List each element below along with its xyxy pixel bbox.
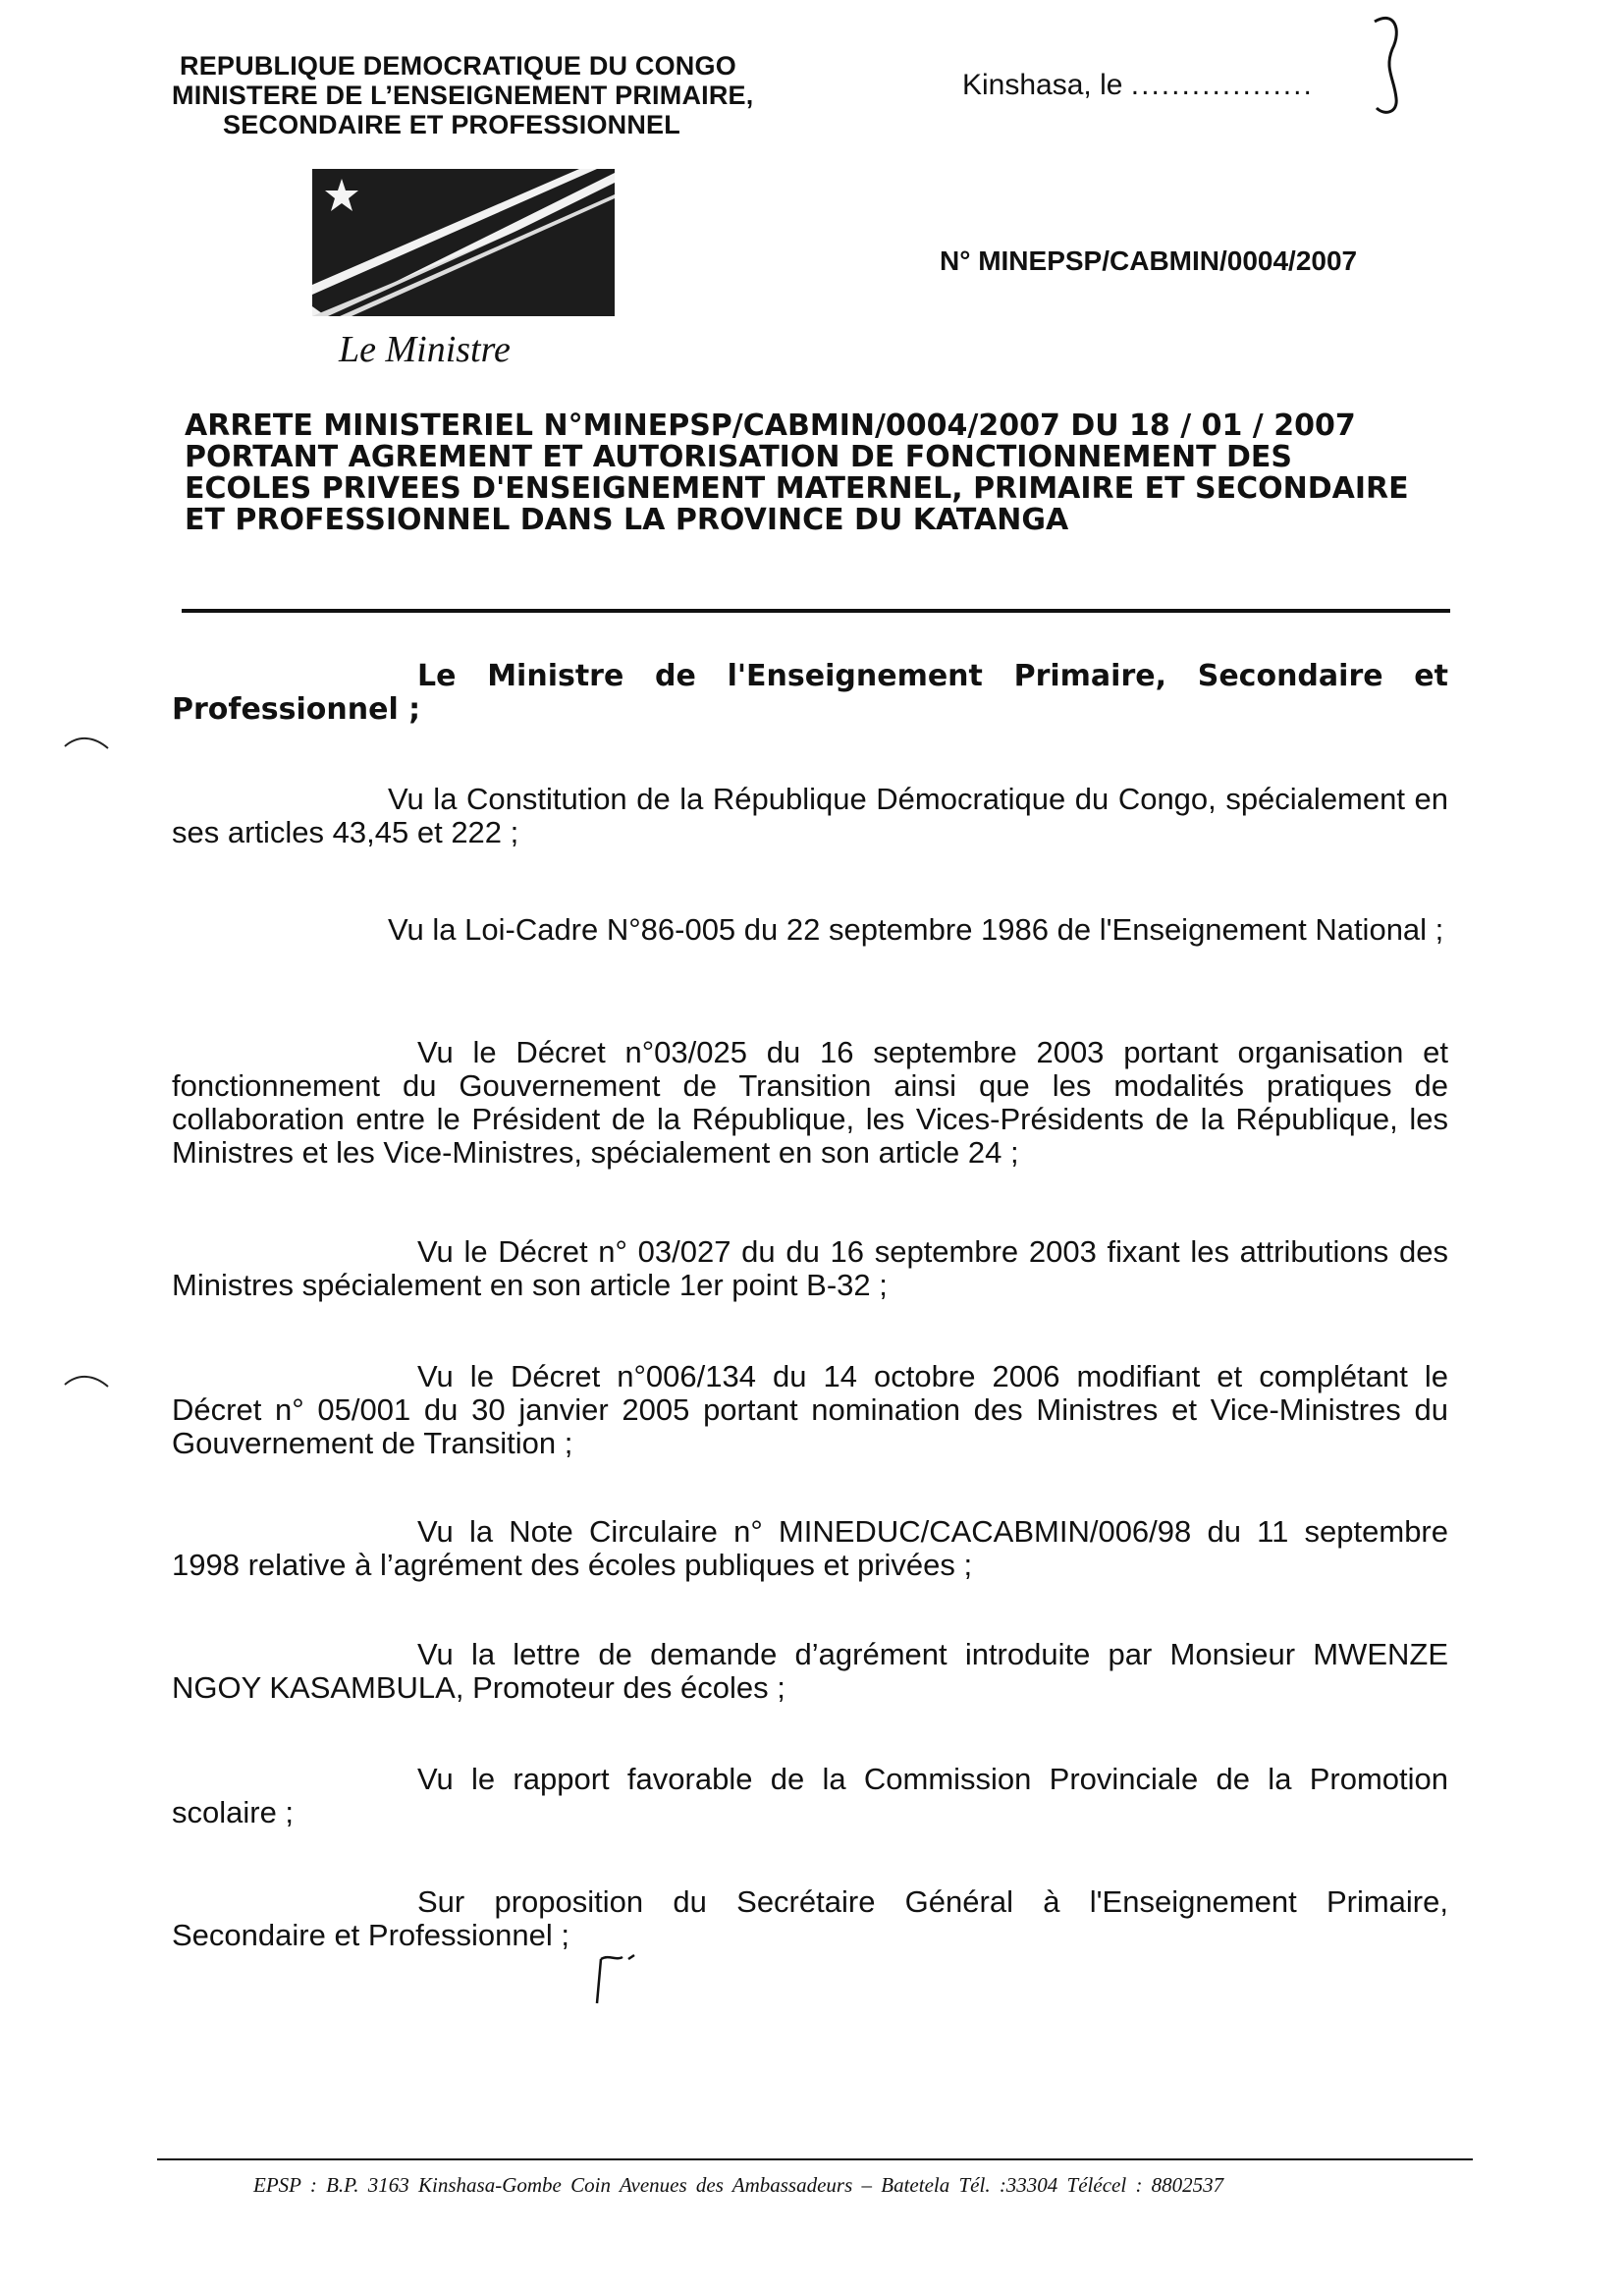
- paragraph-decret-134: Vu le Décret n°006/134 du 14 octobre 2006 modifiant et complétant le Décret n° 05/001 du 30 janvier 2005 portant nomination des Ministres et Vice-Ministres du Gouvernement de Transition ;: [172, 1359, 1448, 1460]
- paragraph-proposition: Sur proposition du Secrétaire Général à l'Enseignement Primaire, Secondaire et Professionnel ;: [172, 1884, 1448, 1952]
- footer-rule: [157, 2158, 1473, 2160]
- title-line-3: ECOLES PRIVEES D'ENSEIGNEMENT MATERNEL, PRIMAIRE ET SECONDAIRE: [185, 471, 1409, 506]
- paragraph-loi-cadre: Vu la Loi-Cadre N°86-005 du 22 septembre 1986 de l'Enseignement National ;: [388, 912, 1444, 947]
- decree-title: [185, 410, 1447, 536]
- title-line-2: PORTANT AGREMENT ET AUTORISATION DE FONCTIONNEMENT DES: [185, 440, 1293, 474]
- ministry-line-2: SECONDAIRE ET PROFESSIONNEL: [223, 110, 680, 139]
- title-line-4: ET PROFESSIONNEL DANS LA PROVINCE DU KATANGA: [185, 503, 1069, 537]
- signatory-title: Le Ministre: [339, 329, 511, 370]
- handwritten-mark-icon: [1355, 10, 1424, 128]
- drc-flag-emblem: [312, 169, 615, 316]
- scan-mark-icon: [59, 727, 118, 756]
- paragraph-note-circulaire: Vu la Note Circulaire n° MINEDUC/CACABMIN/006/98 du 11 septembre 1998 relative à l’agrément des écoles publiques et privées ;: [172, 1514, 1448, 1582]
- scan-mark-icon: [59, 1365, 118, 1394]
- letterhead: [172, 51, 859, 139]
- paragraph-decret-027: Vu le Décret n° 03/027 du du 16 septembre 2003 fixant les attributions des Ministres spécialement en son article 1er point B-32 ;: [172, 1234, 1448, 1302]
- place-label: Kinshasa, le: [962, 69, 1123, 101]
- flag-icon: [312, 169, 615, 316]
- place-date: [962, 69, 1314, 102]
- paragraph-lettre-demande: Vu la lettre de demande d’agrément introduite par Monsieur MWENZE NGOY KASAMBULA, Promoteur des écoles ;: [172, 1637, 1448, 1705]
- date-field: ..................: [1130, 69, 1314, 101]
- paragraph-preamble: Le Ministre de l'Enseignement Primaire, Secondaire et Professionnel ;: [172, 659, 1448, 727]
- initials-mark-icon: [589, 1949, 648, 2008]
- title-line-1: ARRETE MINISTERIEL N°MINEPSP/CABMIN/0004/2007 DU 18 / 01 / 2007: [185, 409, 1356, 443]
- paragraph-decret-025: Vu le Décret n°03/025 du 16 septembre 2003 portant organisation et fonctionnement du Gouvernement de Transition ainsi que les modalités pratiques de collaboration entre le Président de la République, les Vices-Présidents de la République, les Ministres et les Vice-Ministres, spécialement en son article 24 ;: [172, 1035, 1448, 1170]
- paragraph-rapport: Vu le rapport favorable de la Commission Provinciale de la Promotion scolaire ;: [172, 1762, 1448, 1829]
- footer-address: EPSP : B.P. 3163 Kinshasa-Gombe Coin Avenues des Ambassadeurs – Batetela Tél. :33304 Télécel : 8802537: [253, 2173, 1224, 2197]
- country-name: REPUBLIQUE DEMOCRATIQUE DU CONGO: [180, 51, 736, 81]
- paragraph-constitution: Vu la Constitution de la République Démocratique du Congo, spécialement en ses articles 43,45 et 222 ;: [172, 782, 1448, 849]
- reference-number: N° MINEPSP/CABMIN/0004/2007: [940, 245, 1358, 276]
- title-underline: [182, 609, 1450, 613]
- ministry-line-1: MINISTERE DE L’ENSEIGNEMENT PRIMAIRE,: [172, 81, 754, 110]
